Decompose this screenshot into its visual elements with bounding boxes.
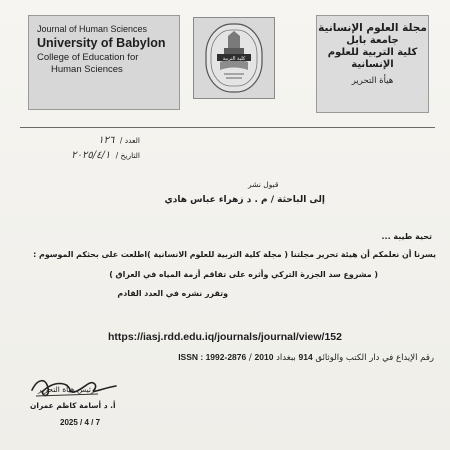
- signatory-title: رئيس هيأة التحرير: [38, 385, 95, 394]
- deposit-line: رقم الإيداع في دار الكتب والوثائق 914 ببغداد 2010 / ISSN : 1992-2876: [178, 352, 434, 363]
- college-name-ar-line2: الإنسانية: [351, 59, 394, 70]
- signature-date: 2025 / 4 / 7: [60, 418, 101, 427]
- reference-number-row: [30, 133, 140, 148]
- greeting: تحية طيبة ...: [381, 232, 432, 241]
- reference-number-label: العدد /: [119, 136, 140, 145]
- deposit-text: رقم الإيداع في دار الكتب والوثائق: [315, 353, 434, 363]
- college-logo: [193, 17, 275, 99]
- issn: ISSN : 1992-2876: [178, 352, 247, 362]
- deposit-year: 2010: [254, 352, 274, 362]
- header-divider: [20, 127, 435, 128]
- journal-name-en: Journal of Human Sciences: [37, 24, 148, 34]
- arabic-header-block: [316, 15, 429, 113]
- signatory-name: أ. د أسامة كاظم عمران: [30, 401, 116, 410]
- journal-url: https://iasj.rdd.edu.iq/journals/journal/view/152: [108, 331, 342, 343]
- logo-caption: كلية التربية: [222, 55, 246, 62]
- college-emblem-icon: [194, 18, 274, 98]
- english-header-block: [28, 15, 180, 110]
- college-name-en-line1: College of Education for: [37, 52, 139, 63]
- body-line-3: وتقرر نشره في العدد القادم: [117, 289, 228, 298]
- research-title: ( مشروع سد الجزرة التركي وأثره على تفاقم أزمة المياه في العراق ): [109, 270, 378, 279]
- reference-block: [30, 133, 140, 163]
- college-name-ar-line1: كلية التربية للعلوم: [327, 47, 418, 58]
- recipient-line: إلى الباحثة / م . د زهراء عباس هادي: [164, 195, 325, 205]
- reference-date-row: [30, 148, 140, 163]
- body-line-1: يسرنا أن نعلمكم أن هيئة تحرير مجلتنا ( مجلة كلية التربية للعلوم الانسانية )اطلعت على بحثكم الموسوم :: [33, 250, 436, 259]
- university-name-ar: جامعة بابل: [346, 35, 399, 46]
- acceptance-title: قبول نشر: [248, 180, 279, 189]
- college-name-en-line2: Human Sciences: [51, 64, 123, 75]
- reference-number-value: ١٢٦: [98, 135, 115, 146]
- editorial-board-ar: هيأة التحرير: [351, 76, 394, 86]
- deposit-number: 914: [298, 352, 313, 362]
- deposit-city: ببغداد: [276, 353, 296, 363]
- journal-name-ar: مجلة العلوم الإنسانية: [318, 22, 427, 34]
- university-name-en: University of Babylon: [37, 36, 166, 50]
- reference-date-label: التاريخ /: [115, 151, 140, 160]
- reference-date-value: ٢٠٢٥/٤/١: [71, 150, 111, 161]
